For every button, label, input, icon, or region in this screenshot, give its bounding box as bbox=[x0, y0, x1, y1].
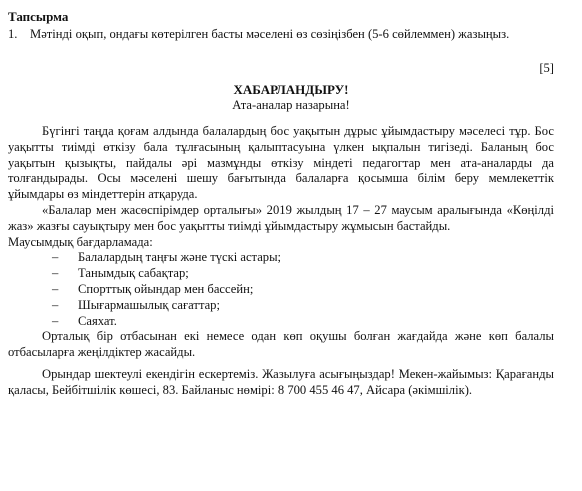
list-dash: – bbox=[52, 281, 59, 296]
announcement-subtitle: Ата-аналар назарына! bbox=[232, 98, 350, 112]
program-item bbox=[8, 314, 554, 330]
program-intro: Маусымдық бағдарламада: bbox=[8, 234, 153, 249]
task-item-number: 1. bbox=[8, 27, 18, 41]
task-item bbox=[8, 27, 509, 42]
announcement-title: ХАБАРЛАНДЫРУ! bbox=[233, 82, 349, 97]
paragraph-contacts: Орындар шектеулі екендігін ескертеміз. Жазылуға асығыңыздар! Мекен-жайымыз: Қарағанды қаласы, Бейбітшілік көшесі, 83. Байланыс нөмірі: 8 700 455 46 47, Айсара (әкімшілік). bbox=[8, 366, 554, 397]
task-heading: Тапсырма bbox=[8, 9, 69, 24]
program-item bbox=[8, 298, 554, 314]
program-item bbox=[8, 282, 554, 298]
paragraph-camp: «Балалар мен жасөспірімдер орталығы» 2019 жылдың 17 – 27 маусым аралығында «Көңілді жаз» жазғы сауықтыру мен бос уақытты тиімді ұйымдастыру жұмысын бастайды. bbox=[8, 202, 554, 233]
program-item-text: Спорттық ойындар мен бассейн; bbox=[78, 281, 254, 296]
program-item bbox=[8, 250, 554, 266]
list-dash: – bbox=[52, 266, 59, 281]
cropped-header-fragment bbox=[250, 0, 360, 4]
program-item-text: Танымдық сабақтар; bbox=[78, 266, 189, 281]
list-dash: – bbox=[52, 250, 59, 265]
program-item-text: Саяхат. bbox=[78, 313, 117, 328]
program-item-text: Шығармашылық сағаттар; bbox=[78, 297, 220, 312]
program-item bbox=[8, 266, 554, 282]
paragraph-discounts: Орталық бір отбасынан екі немесе одан көп оқушы болған жағдайда және көп балалы отбасыларға жеңілдіктер жасайды. bbox=[8, 329, 554, 360]
paragraph-intro: Бүгінгі таңда қоғам алдында балалардың бос уақытын дұрыс ұйымдастыру мәселесі тұр. Бос уақытты тиімді өткізу бала тұлғасының қалыптасуына үлкен ықпалын тигізеді. Баланың бос уақытын қызықты, пайдалы әрі мазмұнды өткізу міндеті педагогтар мен ата-аналарды да толғандырады. Осы мәселені шешу бағытында балаларға қосымша білім беру мемлекеттік ұйымдары өз міндеттерін атқаруда. bbox=[8, 124, 554, 202]
marks-label: [5] bbox=[539, 61, 554, 75]
program-list bbox=[8, 250, 554, 329]
list-dash: – bbox=[52, 297, 59, 312]
announcement-body bbox=[8, 124, 554, 399]
list-dash: – bbox=[52, 313, 59, 328]
task-item-text: Мәтінді оқып, ондағы көтерілген басты мәселені өз сөзіңізбен (5-6 сөйлеммен) жазыңыз. bbox=[30, 27, 510, 41]
program-item-text: Балалардың таңғы және түскі астары; bbox=[78, 250, 282, 265]
